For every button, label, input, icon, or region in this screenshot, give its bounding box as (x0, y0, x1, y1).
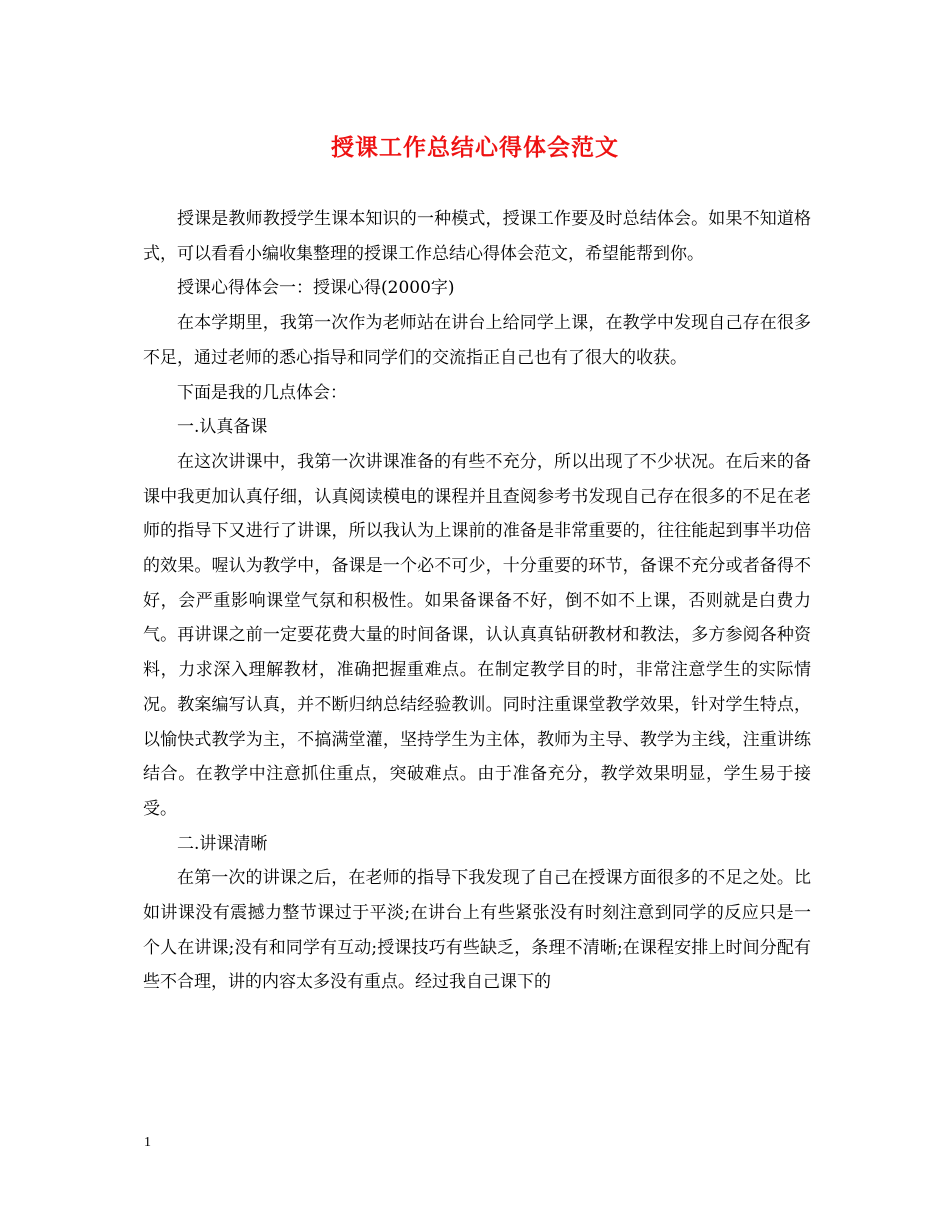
paragraph-points-intro: 下面是我的几点体会： (177, 382, 347, 403)
paragraph-clarity: 在第一次的讲课之后，在老师的指导下我发现了自己在授课方面很多的不足之处。比如讲课没有震撼力整节课过于平淡;在讲台上有些紧张没有时刻注意到同学的反应只是一个人在讲课;没有和同学有互动;授课技巧有些缺乏，条理不清晰;在课程安排上时间分配有些不合理，讲的内容太多没有重点。经过我自己课下的 (143, 868, 811, 993)
paragraph-section-heading: 授课心得体会一：授课心得(2000字) (177, 278, 455, 299)
paragraph-intro: 授课是教师教授学生课本知识的一种模式，授课工作要及时总结体会。如果不知道格式，可以看看小编收集整理的授课工作总结心得体会范文，希望能帮到你。 (143, 209, 811, 264)
document-title: 授课工作总结心得体会范文 (331, 134, 619, 161)
page-number: 1 (144, 1135, 151, 1150)
paragraph-first-lesson: 在本学期里，我第一次作为老师站在讲台上给同学上课，在教学中发现自己存在很多不足，通过老师的悉心指导和同学们的交流指正自己也有了很大的收获。 (143, 313, 811, 368)
heading-point-two: 二.讲课清晰 (177, 833, 268, 854)
heading-point-one: 一.认真备课 (177, 417, 268, 438)
document-body (143, 202, 811, 1000)
paragraph-preparation: 在这次讲课中，我第一次讲课准备的有些不充分，所以出现了不少状况。在后来的备课中我更加认真仔细，认真阅读模电的课程并且查阅参考书发现自己存在很多的不足在老师的指导下又进行了讲课，所以我认为上课前的准备是非常重要的，往往能起到事半功倍的效果。喔认为教学中，备课是一个必不可少，十分重要的环节，备课不充分或者备得不好，会严重影响课堂气氛和积极性。如果备课备不好，倒不如不上课，否则就是白费力气。再讲课之前一定要花费大量的时间备课，认认真真钻研教材和教法，多方参阅各种资料，力求深入理解教材，准确把握重难点。在制定教学目的时，非常注意学生的实际情况。教案编写认真，并不断归纳总结经验教训。同时注重课堂教学效果，针对学生特点，以愉快式教学为主，不搞满堂灌，坚持学生为主体，教师为主导、教学为主线，注重讲练结合。在教学中注意抓住重点，突破难点。由于准备充分，教学效果明显，学生易于接受。 (143, 451, 811, 819)
